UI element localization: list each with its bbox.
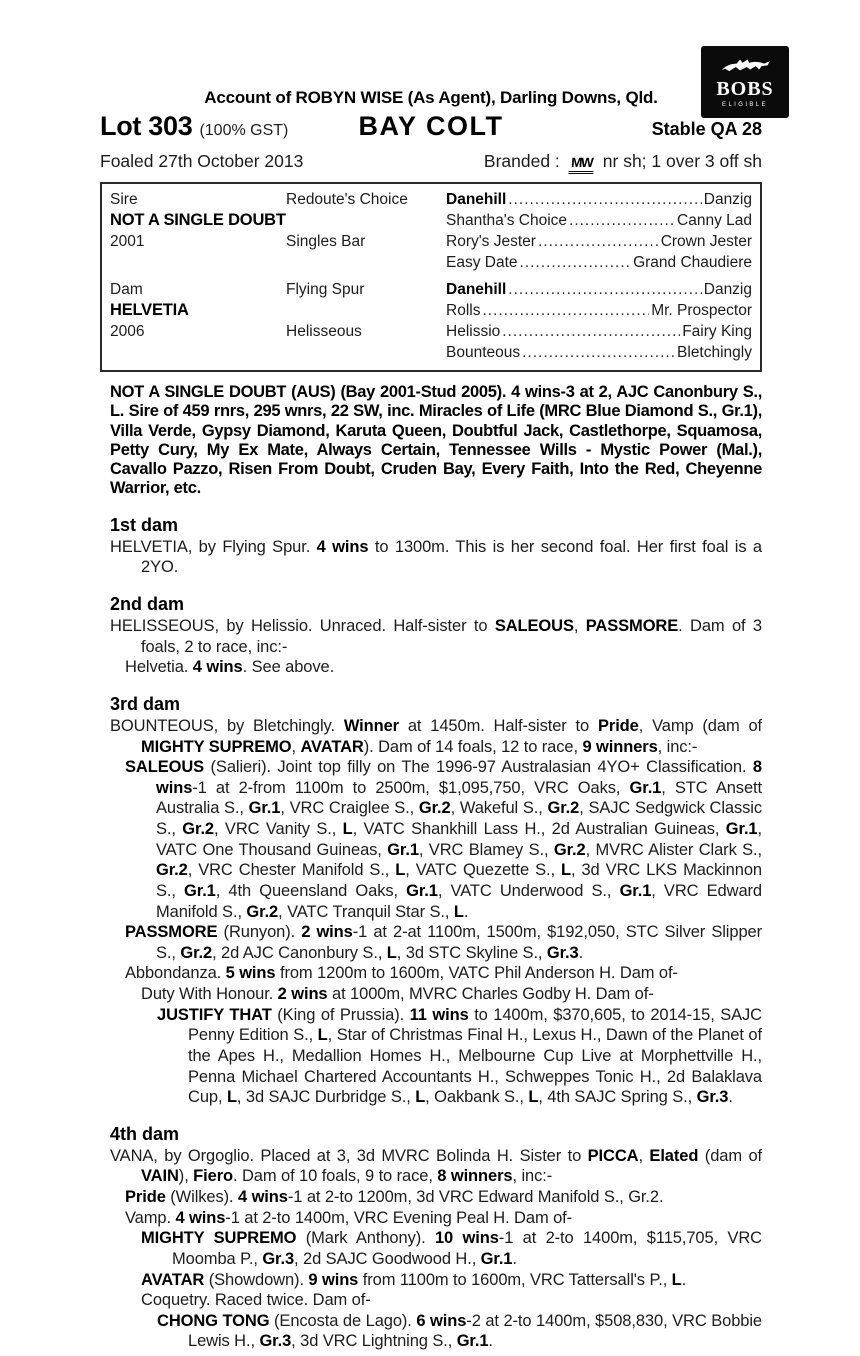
sire-summary: NOT A SINGLE DOUBT (AUS) (Bay 2001-Stud 2005). 4 wins-3 at 2, AJC Canonbury S., L. Sire of 459 rnrs, 295 wnrs, 22 SW, inc. Miracles of Life (MRC Blue Diamond S., Gr.1), Villa Verde, Gypsy Diamond, Karuta Queen, Doubtful Jack, Castlethorpe, Squamosa, Petty Cury, My Ex Mate, Always Certain, Tennessee Wills - Mystic Power (Mal.), Cavallo Pazzo, Risen From Doubt, Cruden Bay, Every Faith, Into the Red, Cheyenne Warrior, etc. bbox=[110, 383, 762, 498]
pedigree-parent-name: Flying Spur bbox=[286, 281, 365, 298]
brand-description: nr sh; 1 over 3 off sh bbox=[602, 151, 762, 171]
pedigree-text bbox=[100, 383, 762, 1352]
pedigree-paragraph: Abbondanza. 5 wins from 1200m to 1600m, VATC Phil Anderson H. Dam of- bbox=[125, 964, 678, 983]
pedigree-entry-name: Dam bbox=[110, 281, 143, 298]
section-heading: 1st dam bbox=[110, 514, 179, 535]
pedigree-entry-name bbox=[110, 342, 286, 363]
pedigree-paragraph: HELVETIA, by Flying Spur. 4 wins to 1300m. This is her second foal. Her first foal is a 2YO. bbox=[110, 537, 763, 577]
bobs-eligible-label: ELIGIBLE bbox=[722, 101, 768, 108]
pedigree-paragraph: Pride (Wilkes). 4 wins-1 at 2-to 1200m, 3d VRC Edward Manifold S., Gr.2. bbox=[125, 1188, 664, 1207]
ancestor-sire-name: Fairy King bbox=[682, 323, 752, 340]
account-line: Account of ROBYN WISE (As Agent), Darling Downs, Qld. bbox=[204, 88, 658, 107]
lot-id-group bbox=[100, 111, 358, 142]
dot-leader bbox=[520, 252, 632, 273]
pedigree-ancestor-pair bbox=[446, 279, 752, 300]
stable-number: Stable QA 28 bbox=[651, 119, 762, 139]
pedigree-paragraph: Vamp. 4 wins-1 at 2-to 1400m, VRC Evening Peal H. Dam of- bbox=[125, 1208, 573, 1227]
ancestor-name: Danehill bbox=[446, 281, 507, 298]
pedigree-parent-name bbox=[286, 210, 446, 231]
ancestor-sire-name: Mr. Prospector bbox=[651, 302, 752, 319]
pedigree-paragraph: Coquetry. Raced twice. Dam of- bbox=[141, 1291, 371, 1310]
pedigree-entry-name: 2001 bbox=[110, 233, 145, 250]
section-heading: 2nd dam bbox=[110, 594, 185, 615]
brand-mark: MW bbox=[568, 155, 594, 174]
ancestor-sire-name: Bletchingly bbox=[677, 344, 752, 361]
lot-header-row bbox=[100, 111, 762, 142]
pedigree-paragraph: Duty With Honour. 2 wins at 1000m, MVRC Charles Godby H. Dam of- bbox=[141, 985, 654, 1004]
dam-sections bbox=[110, 515, 762, 1352]
pedigree-entry-name: HELVETIA bbox=[110, 301, 189, 319]
pedigree-paragraph: Helvetia. 4 wins. See above. bbox=[125, 658, 335, 677]
ancestor-sire-name: Canny Lad bbox=[677, 212, 752, 229]
pedigree-ancestor-pair bbox=[446, 300, 752, 321]
pedigree-paragraph: JUSTIFY THAT (King of Prussia). 11 wins to 1400m, $370,605, to 2014-15, SAJC Penny Edition S., L, Star of Christmas Final H., Lexus H., Dawn of the Planet of the Apes H., Medallion Homes H., Melbourne Cup Live at Morphettville H., Penna Michael Chartered Accountants H., Schweppes Tonic H., 2d Balaklava Cup, L, 3d SAJC Durbridge S., L, Oakbank S., L, 4th SAJC Spring S., Gr.3. bbox=[157, 1005, 762, 1107]
pedigree-parent-name: Helisseous bbox=[286, 323, 362, 340]
ancestor-name: Easy Date bbox=[446, 254, 518, 271]
foaled-date: Foaled 27th October 2013 bbox=[100, 151, 304, 171]
pedigree-parent-name bbox=[286, 252, 446, 273]
pedigree-parent-name bbox=[286, 300, 446, 321]
section-heading: 3rd dam bbox=[110, 693, 181, 714]
ancestor-sire-name: Crown Jester bbox=[660, 233, 752, 250]
pedigree-ancestor-pair bbox=[446, 231, 752, 252]
pedigree-ancestor-pair bbox=[446, 210, 752, 231]
branded-label: Branded : bbox=[483, 151, 560, 171]
pedigree-parent-name bbox=[286, 342, 446, 363]
ancestor-name: Rolls bbox=[446, 302, 481, 319]
pedigree-paragraph: HELISSEOUS, by Helissio. Unraced. Half-sister to SALEOUS, PASSMORE. Dam of 3 foals, 2 to race, inc:- bbox=[110, 617, 762, 656]
pedigree-parent-name: Redoute's Choice bbox=[286, 191, 408, 208]
horse-description-title: BAY COLT bbox=[358, 111, 504, 141]
section-heading: 4th dam bbox=[110, 1123, 180, 1144]
pedigree-paragraph: CHONG TONG (Encosta de Lago). 6 wins-2 at 2-to 1400m, $508,830, VRC Bobbie Lewis H., Gr.3, 3d VRC Lightning S., Gr.1. bbox=[157, 1311, 762, 1351]
pedigree-half bbox=[110, 189, 752, 273]
dot-leader bbox=[522, 342, 675, 363]
dot-leader bbox=[482, 300, 649, 321]
pedigree-ancestor-pair bbox=[446, 342, 752, 363]
pedigree-table bbox=[100, 182, 762, 372]
pedigree-paragraph: VANA, by Orgoglio. Placed at 3, 3d MVRC Bolinda H. Sister to PICCA, Elated (dam of VAIN), Fiero. Dam of 10 foals, 9 to race, 8 winners, inc:- bbox=[110, 1146, 763, 1186]
catalogue-page bbox=[100, 0, 762, 1352]
dot-leader bbox=[508, 279, 701, 300]
ancestor-name: Shantha's Choice bbox=[446, 212, 568, 229]
pedigree-ancestor-pair bbox=[446, 252, 752, 273]
ancestor-name: Bounteous bbox=[446, 344, 521, 361]
ancestor-name: Danehill bbox=[446, 191, 507, 208]
ancestor-name: Rory's Jester bbox=[446, 233, 536, 250]
pedigree-ancestor-pair bbox=[446, 189, 752, 210]
ancestor-sire-name: Grand Chaudiere bbox=[633, 254, 752, 271]
branded-group bbox=[484, 151, 762, 174]
gst-note: (100% GST) bbox=[199, 122, 289, 139]
bobs-label: BOBS bbox=[716, 77, 774, 100]
ancestor-sire-name: Danzig bbox=[703, 281, 752, 298]
dot-leader bbox=[502, 321, 680, 342]
pedigree-half bbox=[110, 279, 752, 363]
dot-leader bbox=[508, 189, 701, 210]
pedigree-entry-name bbox=[110, 252, 286, 273]
pedigree-entry-name: NOT A SINGLE DOUBT bbox=[110, 211, 286, 229]
ancestor-sire-name: Danzig bbox=[703, 191, 752, 208]
pedigree-paragraph: SALEOUS (Salieri). Joint top filly on The 1996-97 Australasian 4YO+ Classification. 8 wins-1 at 2-from 1100m to 2500m, $1,095,750, VRC Oaks, Gr.1, STC Ansett Australia S., Gr.1, VRC Craiglee S., Gr.2, Wakeful S., Gr.2, SAJC Sedgwick Classic S., Gr.2, VRC Vanity S., L, VATC Shankhill Lass H., 2d Australian Guineas, Gr.1, VATC One Thousand Guineas, Gr.1, VRC Blamey S., Gr.2, MVRC Alister Clark S., Gr.2, VRC Chester Manifold S., L, VATC Quezette S., L, 3d VRC LKS Mackinnon S., Gr.1, 4th Queensland Oaks, Gr.1, VATC Underwood S., Gr.1, VRC Edward Manifold S., Gr.2, VATC Tranquil Star S., L. bbox=[125, 758, 762, 921]
ancestor-name: Helissio bbox=[446, 323, 501, 340]
dot-leader bbox=[538, 231, 659, 252]
pedigree-paragraph: AVATAR (Showdown). 9 wins from 1100m to 1600m, VRC Tattersall's P., L. bbox=[141, 1270, 687, 1289]
pedigree-entry-name: Sire bbox=[110, 191, 138, 208]
pedigree-entry-name: 2006 bbox=[110, 323, 145, 340]
pedigree-paragraph: BOUNTEOUS, by Bletchingly. Winner at 1450m. Half-sister to Pride, Vamp (dam of MIGHTY SUPREMO, AVATAR). Dam of 14 foals, 12 to race, 9 winners, inc:- bbox=[110, 716, 763, 756]
foaled-row bbox=[100, 151, 762, 174]
pedigree-paragraph: MIGHTY SUPREMO (Mark Anthony). 10 wins-1 at 2-to 1400m, $115,705, VRC Moomba P., Gr.3, 2d SAJC Goodwood H., Gr.1. bbox=[141, 1229, 762, 1268]
pedigree-parent-name: Singles Bar bbox=[286, 233, 366, 250]
dot-leader bbox=[569, 210, 675, 231]
pedigree-ancestor-pair bbox=[446, 321, 752, 342]
pedigree-paragraph: PASSMORE (Runyon). 2 wins-1 at 2-at 1100m, 1500m, $192,050, STC Silver Slipper S., Gr.2, 2d AJC Canonbury S., L, 3d STC Skyline S., Gr.3. bbox=[125, 923, 762, 962]
lot-number: Lot 303 bbox=[100, 111, 193, 141]
